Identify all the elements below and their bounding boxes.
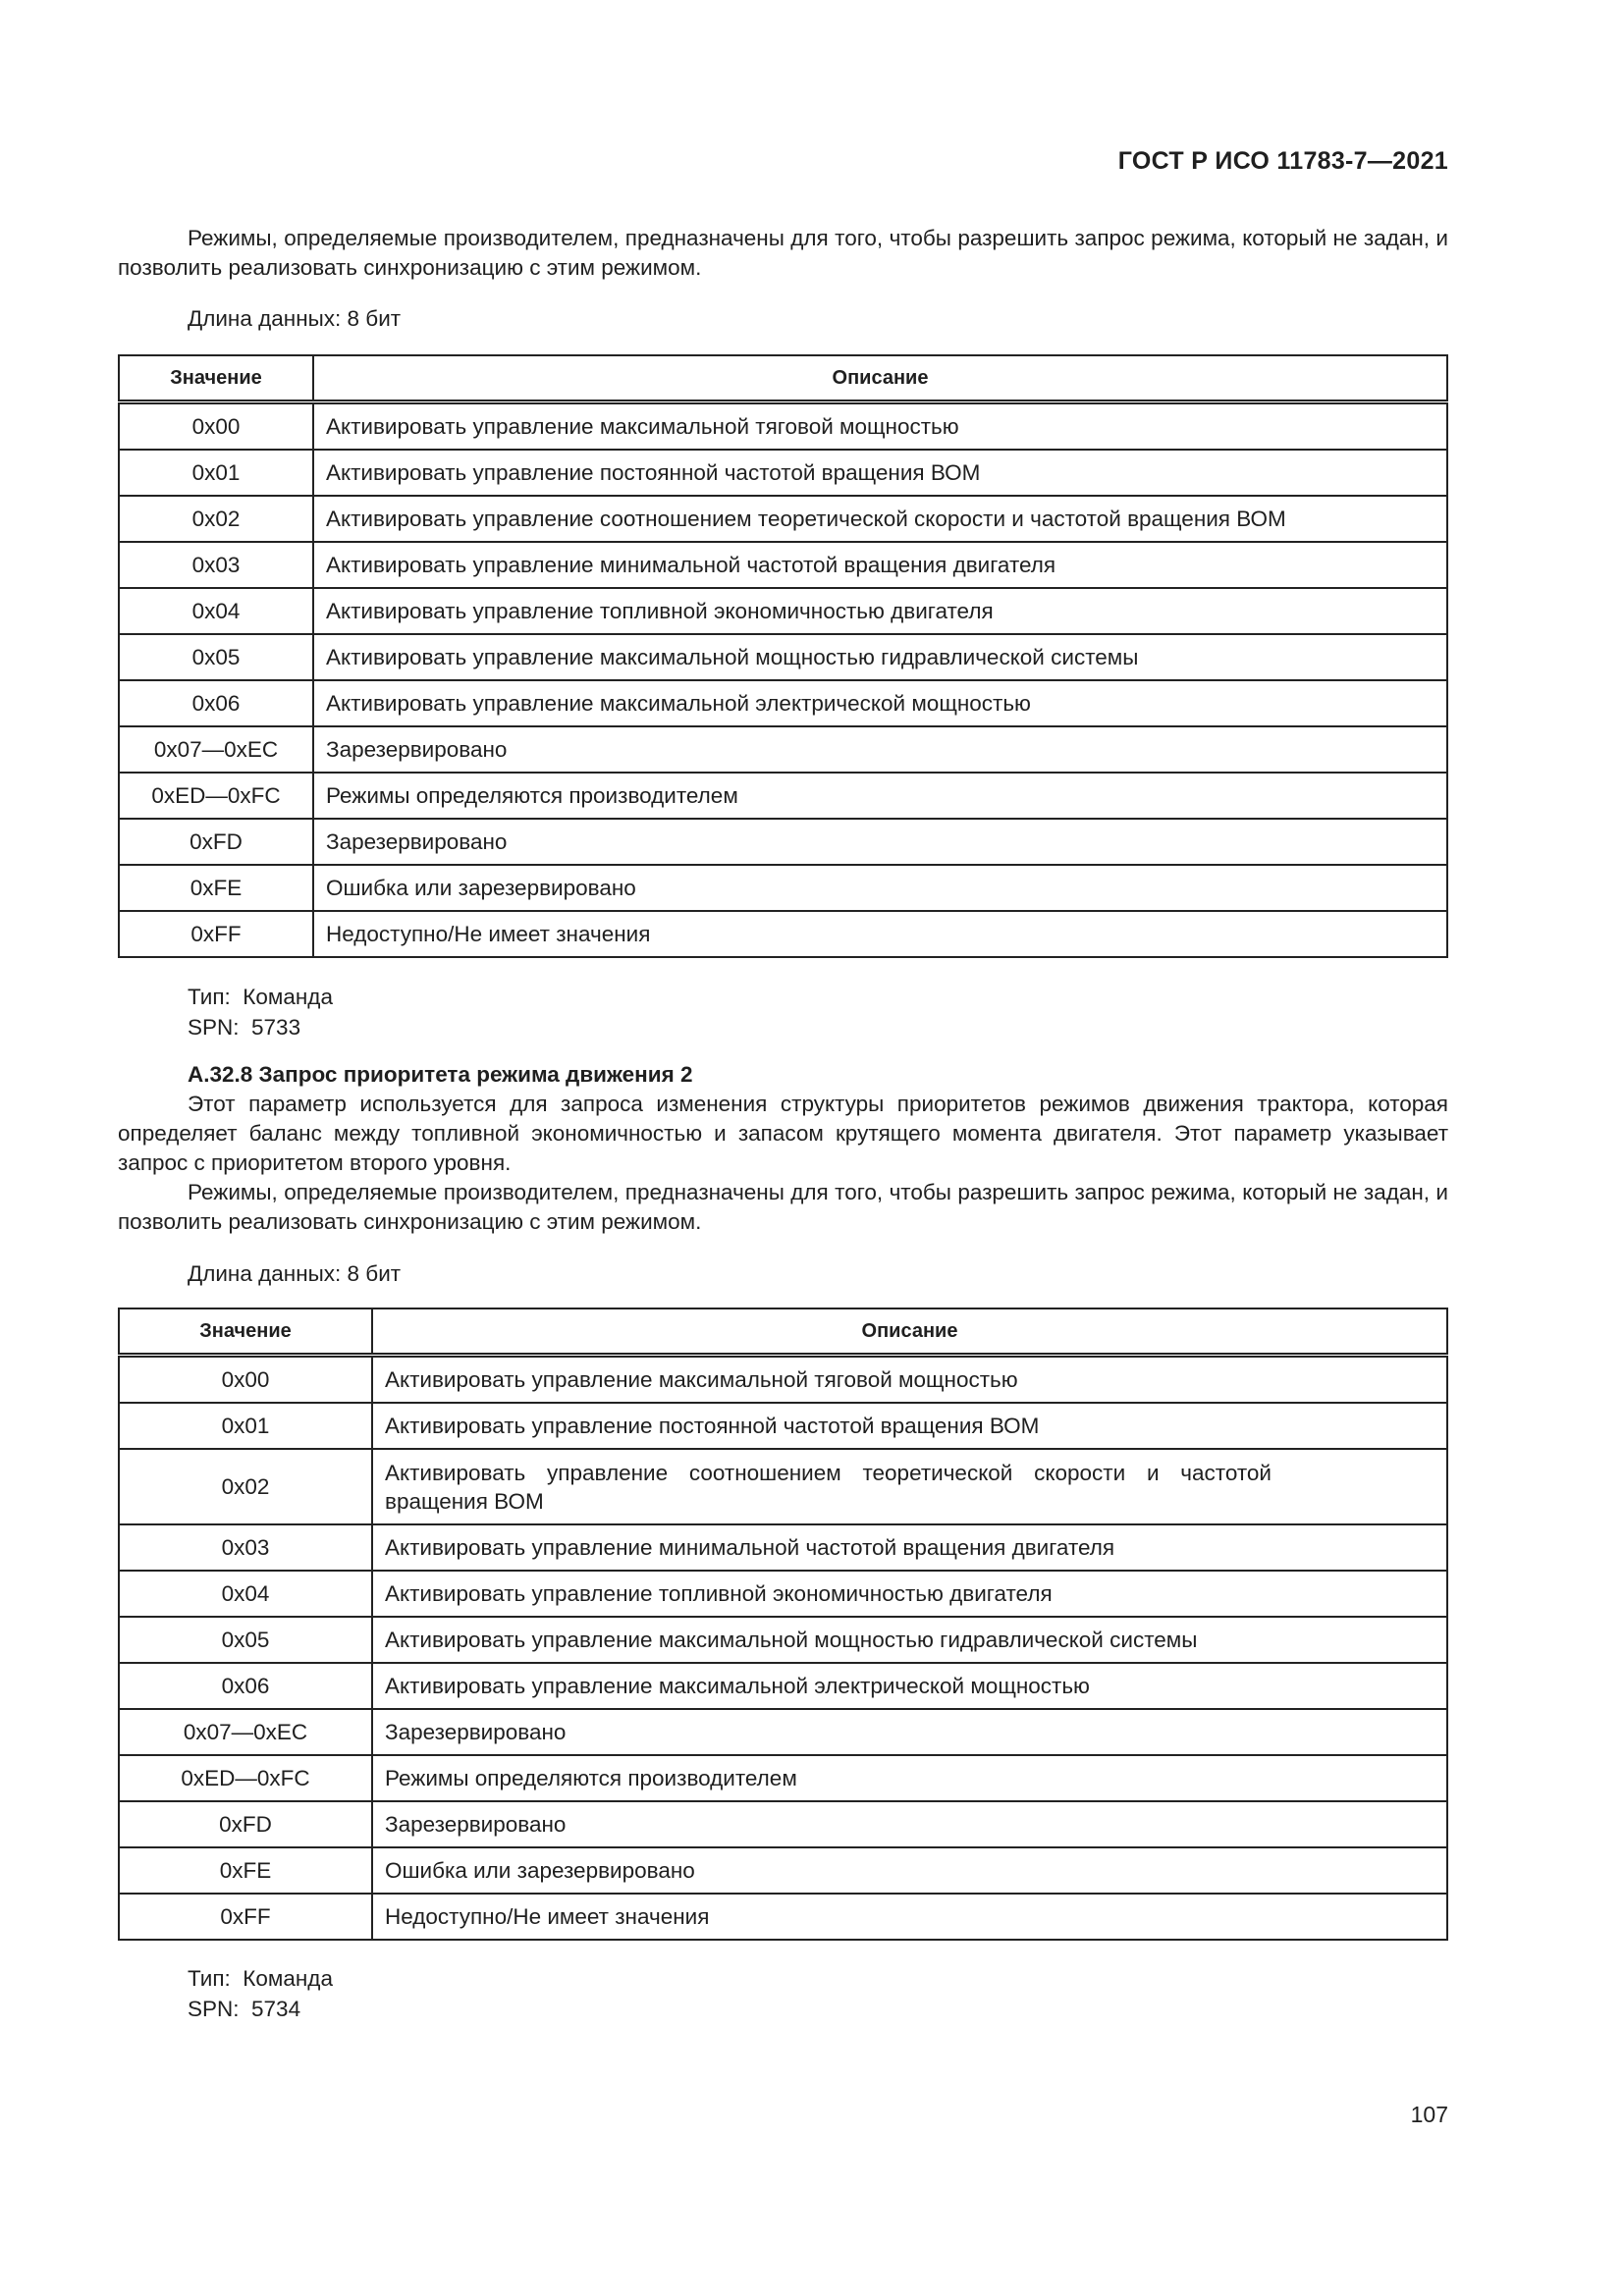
table-row bbox=[119, 1801, 1447, 1847]
cell-value: 0xFD bbox=[119, 1801, 372, 1847]
cell-value: 0x00 bbox=[119, 1356, 372, 1404]
cell-description: Активировать управление соотношением теоретической скорости и частотой вращения ВОМ bbox=[313, 496, 1447, 542]
table-row bbox=[119, 1894, 1447, 1940]
intro-paragraph: Режимы, определяемые производителем, предназначены для того, чтобы разрешить запрос режима, который не задан, и позволить реализовать синхронизацию с этим режимом. bbox=[118, 226, 1448, 280]
cell-value: 0x05 bbox=[119, 634, 313, 680]
cell-value: 0xFE bbox=[119, 1847, 372, 1894]
cell-value: 0xED—0xFC bbox=[119, 773, 313, 819]
cell-description: Режимы определяются производителем bbox=[372, 1755, 1447, 1801]
cell-value: 0xED—0xFC bbox=[119, 1755, 372, 1801]
spn-value: 5734 bbox=[251, 1997, 301, 2021]
cell-value: 0x07—0xEC bbox=[119, 726, 313, 773]
section-paragraph-2: Режимы, определяемые производителем, предназначены для того, чтобы разрешить запрос режима, который не задан, и позволить реализовать синхронизацию с этим режимом. bbox=[118, 1180, 1448, 1234]
cell-description: Активировать управление максимальной электрической мощностью bbox=[372, 1663, 1447, 1709]
cell-description: Активировать управление топливной экономичностью двигателя bbox=[313, 588, 1447, 634]
table-header-row bbox=[119, 355, 1447, 402]
document-id-header: ГОСТ Р ИСО 11783-7—2021 bbox=[1117, 147, 1448, 175]
spn-label: SPN: bbox=[188, 1997, 240, 2021]
table-row bbox=[119, 496, 1447, 542]
cell-description: Ошибка или зарезервировано bbox=[313, 865, 1447, 911]
table-row bbox=[119, 1709, 1447, 1755]
spn-label: SPN: bbox=[188, 1015, 240, 1040]
table-header-row bbox=[119, 1308, 1447, 1356]
type-label: Тип: bbox=[188, 985, 231, 1009]
table-row bbox=[119, 588, 1447, 634]
intro-data-length: Длина данных: 8 бит bbox=[188, 306, 402, 331]
cell-value: 0x06 bbox=[119, 680, 313, 726]
cell-value: 0x01 bbox=[119, 1403, 372, 1449]
column-header-description: Описание bbox=[313, 355, 1447, 402]
cell-description: Активировать управление постоянной частотой вращения ВОМ bbox=[372, 1403, 1447, 1449]
table-row bbox=[119, 1755, 1447, 1801]
cell-description: Недоступно/Не имеет значения bbox=[313, 911, 1447, 957]
column-header-value: Значение bbox=[119, 355, 313, 402]
cell-value: 0xFD bbox=[119, 819, 313, 865]
cell-value: 0x03 bbox=[119, 1524, 372, 1571]
section-heading: А.32.8 Запрос приоритета режима движения 2 bbox=[188, 1062, 693, 1087]
cell-description: Режимы определяются производителем bbox=[313, 773, 1447, 819]
type-label: Тип: bbox=[188, 1966, 231, 1991]
cell-value: 0x03 bbox=[119, 542, 313, 588]
cell-description: Активировать управление постоянной частотой вращения ВОМ bbox=[313, 450, 1447, 496]
cell-value: 0x05 bbox=[119, 1617, 372, 1663]
table-row bbox=[119, 1617, 1447, 1663]
section-data-length: Длина данных: 8 бит bbox=[188, 1261, 402, 1286]
spn-value: 5733 bbox=[251, 1015, 301, 1040]
table-row bbox=[119, 1847, 1447, 1894]
table-row bbox=[119, 726, 1447, 773]
table-row bbox=[119, 402, 1447, 451]
cell-description: Зарезервировано bbox=[372, 1801, 1447, 1847]
column-header-description: Описание bbox=[372, 1308, 1447, 1356]
table-row bbox=[119, 1356, 1447, 1404]
table-row bbox=[119, 911, 1447, 957]
table-row bbox=[119, 819, 1447, 865]
table-row bbox=[119, 773, 1447, 819]
cell-value: 0xFE bbox=[119, 865, 313, 911]
cell-value: 0x02 bbox=[119, 496, 313, 542]
cell-value: 0x04 bbox=[119, 588, 313, 634]
cell-value: 0x02 bbox=[119, 1449, 372, 1524]
cell-description: Активировать управление минимальной частотой вращения двигателя bbox=[313, 542, 1447, 588]
cell-description: Недоступно/Не имеет значения bbox=[372, 1894, 1447, 1940]
cell-description: Зарезервировано bbox=[313, 726, 1447, 773]
table-row bbox=[119, 542, 1447, 588]
table-row bbox=[119, 1403, 1447, 1449]
page-number: 107 bbox=[1410, 2102, 1448, 2127]
meta-block-1 bbox=[188, 982, 333, 1042]
cell-description: Зарезервировано bbox=[313, 819, 1447, 865]
table-row bbox=[119, 1663, 1447, 1709]
table-modes-2 bbox=[118, 1308, 1448, 1941]
cell-value: 0x07—0xEC bbox=[119, 1709, 372, 1755]
cell-value: 0x06 bbox=[119, 1663, 372, 1709]
cell-description: Активировать управление максимальной тяговой мощностью bbox=[313, 402, 1447, 451]
cell-description: Активировать управление максимальной мощностью гидравлической системы bbox=[313, 634, 1447, 680]
table-row bbox=[119, 1571, 1447, 1617]
type-value: Команда bbox=[243, 985, 333, 1009]
column-header-value: Значение bbox=[119, 1308, 372, 1356]
cell-description: Активировать управление минимальной частотой вращения двигателя bbox=[372, 1524, 1447, 1571]
meta-block-2 bbox=[188, 1963, 333, 2024]
cell-description: Активировать управление топливной экономичностью двигателя bbox=[372, 1571, 1447, 1617]
table-row bbox=[119, 450, 1447, 496]
cell-description: Активировать управление соотношением теоретической скорости и частотой вращения ВОМ bbox=[372, 1449, 1447, 1524]
cell-description: Ошибка или зарезервировано bbox=[372, 1847, 1447, 1894]
cell-value: 0x01 bbox=[119, 450, 313, 496]
cell-description: Зарезервировано bbox=[372, 1709, 1447, 1755]
table-row bbox=[119, 680, 1447, 726]
table-row bbox=[119, 634, 1447, 680]
cell-description: Активировать управление максимальной тяговой мощностью bbox=[372, 1356, 1447, 1404]
table-row bbox=[119, 865, 1447, 911]
cell-description: Активировать управление максимальной мощностью гидравлической системы bbox=[372, 1617, 1447, 1663]
cell-value: 0x00 bbox=[119, 402, 313, 451]
cell-value: 0x04 bbox=[119, 1571, 372, 1617]
type-value: Команда bbox=[243, 1966, 333, 1991]
cell-description: Активировать управление максимальной электрической мощностью bbox=[313, 680, 1447, 726]
cell-value: 0xFF bbox=[119, 911, 313, 957]
table-row bbox=[119, 1449, 1447, 1524]
cell-value: 0xFF bbox=[119, 1894, 372, 1940]
section-paragraph-1: Этот параметр используется для запроса изменения структуры приоритетов режимов движения трактора, которая определяет баланс между топливной экономичностью и запасом крутящего момента двигателя. Этот параметр указывает запрос с приоритетом второго уровня. bbox=[118, 1092, 1448, 1175]
table-row bbox=[119, 1524, 1447, 1571]
table-modes-1 bbox=[118, 354, 1448, 958]
